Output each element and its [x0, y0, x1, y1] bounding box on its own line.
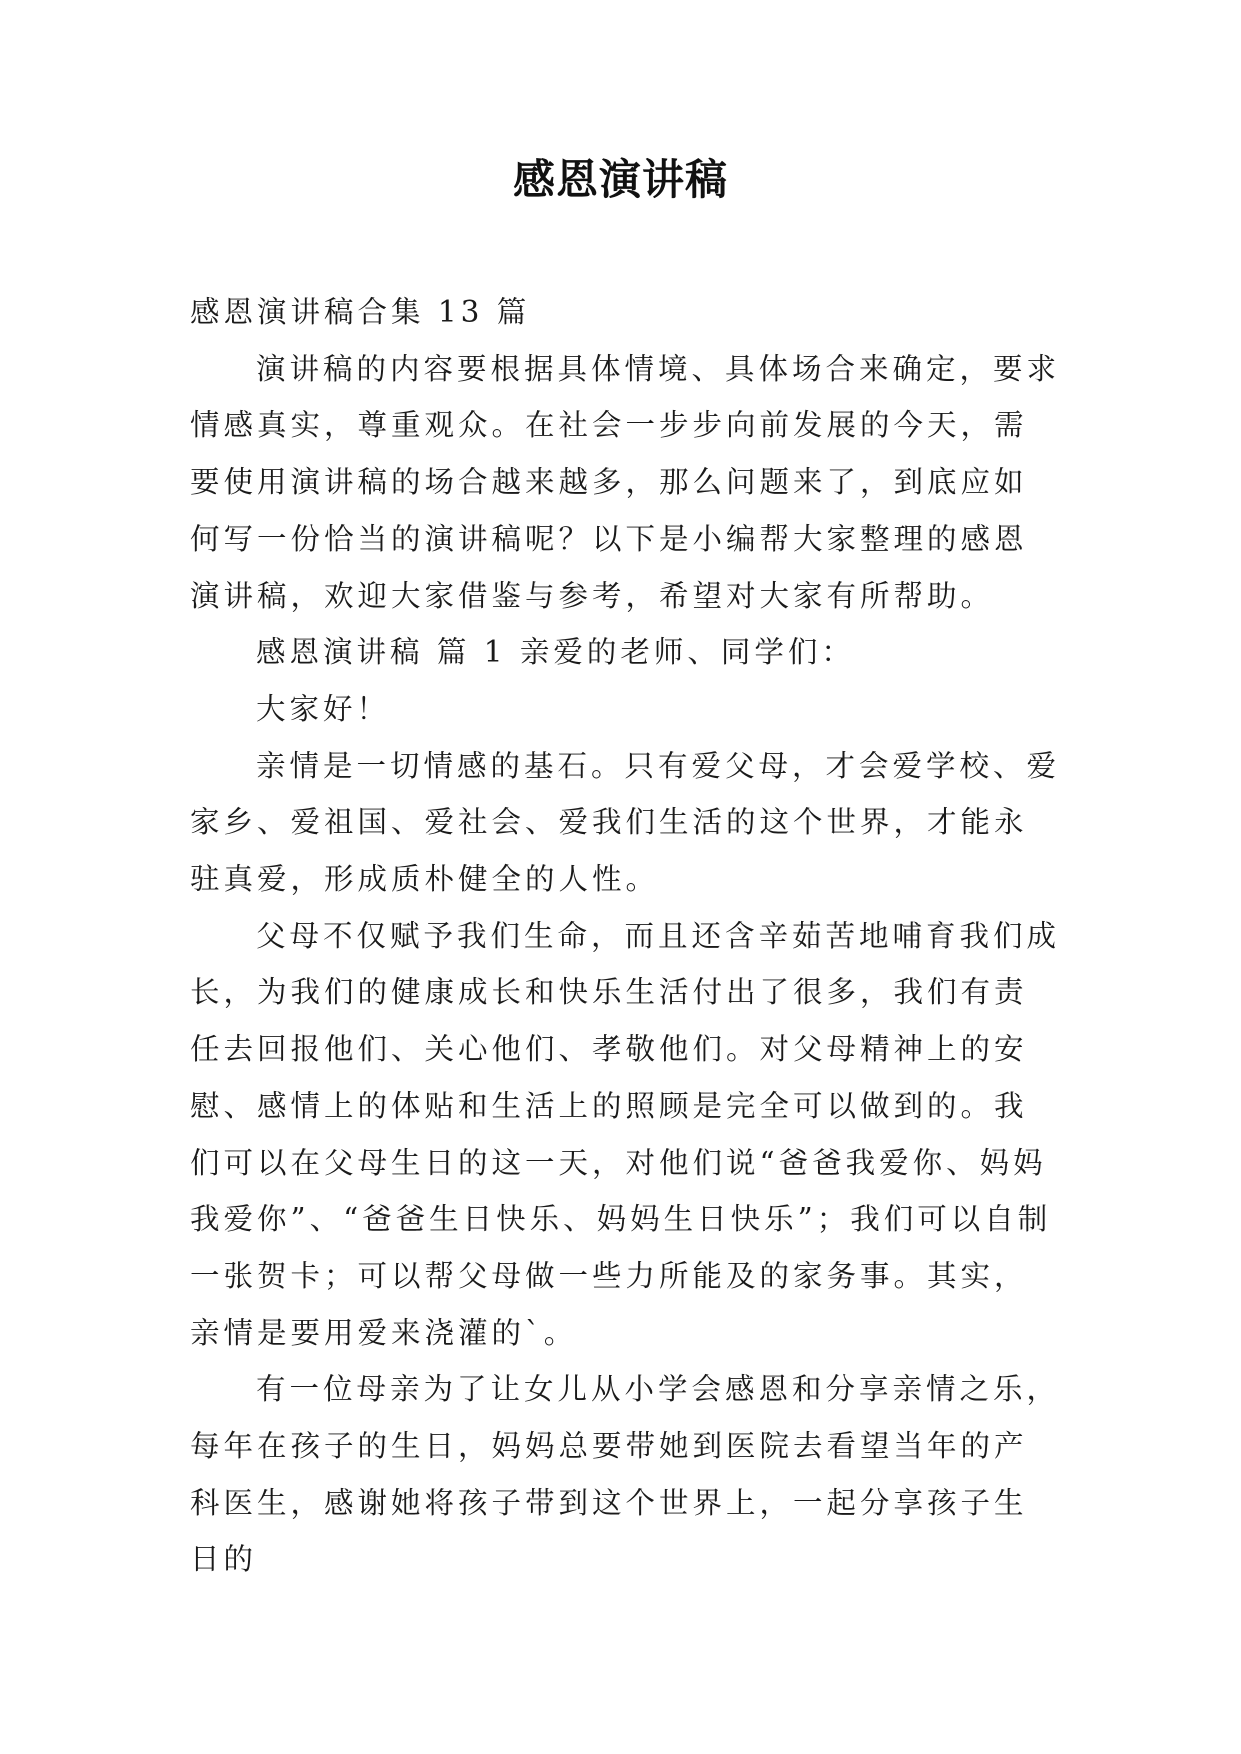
document-body: [190, 284, 1060, 1588]
intro-paragraph: 演讲稿的内容要根据具体情境、具体场合来确定，要求情感真实，尊重观众。在社会一步步向前发展的今天，需要使用演讲稿的场合越来越多，那么问题来了，到底应如何写一份恰当的演讲稿呢？以下是小编帮大家整理的感恩演讲稿，欢迎大家借鉴与参考，希望对大家有所帮助。: [190, 351, 1061, 613]
body-paragraph: 亲情是一切情感的基石。只有爱父母，才会爱学校、爱家乡、爱祖国、爱社会、爱我们生活的这个世界，才能永驻真爱，形成质朴健全的人性。: [190, 748, 1061, 897]
collection-heading: 感恩演讲稿合集 13 篇: [190, 295, 531, 329]
speech-heading-salutation: 感恩演讲稿 篇 1 亲爱的老师、同学们：: [256, 635, 855, 670]
greeting-paragraph: 大家好！: [256, 691, 391, 726]
body-paragraph: 有一位母亲为了让女儿从小学会感恩和分享亲情之乐，每年在孩子的生日，妈妈总要带她到医院去看望当年的产科医生，感谢她将孩子带到这个世界上，一起分享孩子生日的: [190, 1372, 1061, 1577]
document-title: 感恩演讲稿: [512, 155, 728, 204]
body-paragraph: 父母不仅赋予我们生命，而且还含辛茹苦地哺育我们成长，为我们的健康成长和快乐生活付出了很多，我们有责任去回报他们、关心他们、孝敬他们。对父母精神上的安慰、感情上的体贴和生活上的照顾是完全可以做到的。我们可以在父母生日的这一天，对他们说“爸爸我爱你、妈妈我爱你”、“爸爸生日快乐、妈妈生日快乐”；我们可以自制一张贺卡；可以帮父母做一些力所能及的家务事。其实，亲情是要用爱来浇灌的`。: [190, 918, 1061, 1350]
